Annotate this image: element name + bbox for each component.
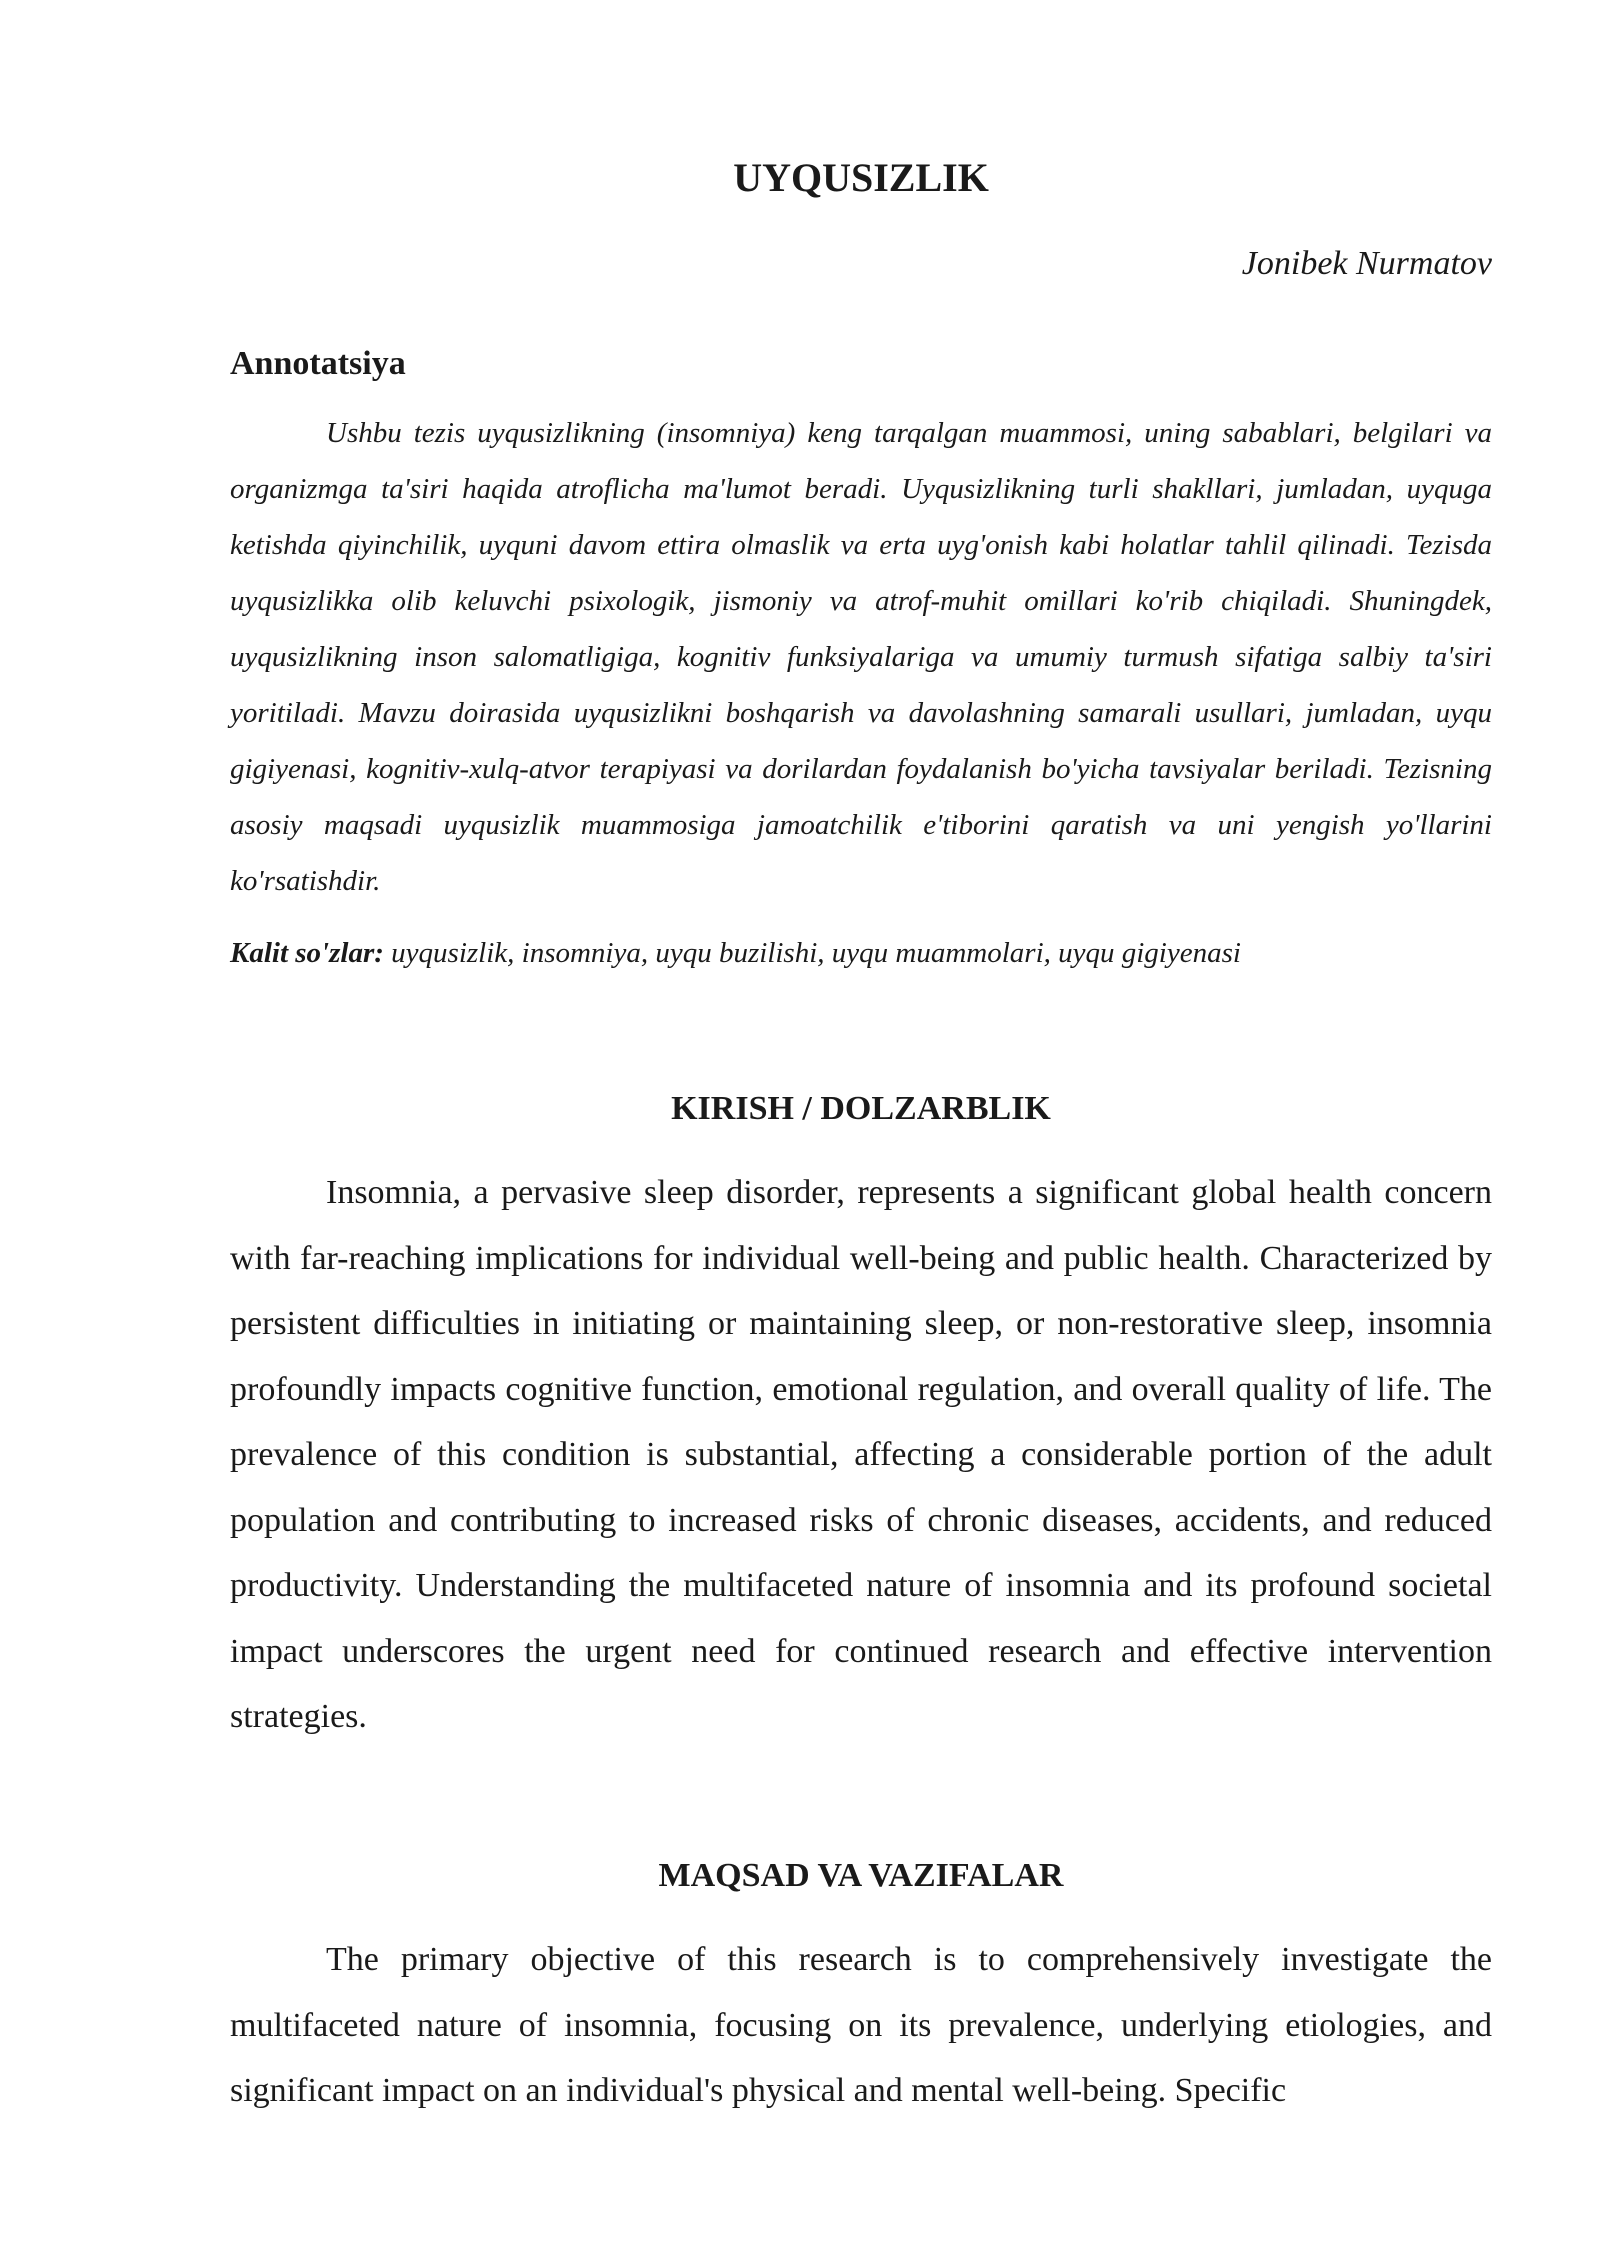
author-name: Jonibek Nurmatov	[1241, 245, 1492, 282]
section-heading-goals: MAQSAD VA VAZIFALAR	[658, 1857, 1064, 1894]
section-text-intro: Insomnia, a pervasive sleep disorder, represents a significant global health concern with far-reaching implications for individual well-being and public health. Characterized by persistent difficulties in initiating or maintaining sleep, or non-restorative sleep, insomnia profoundly impacts cognitive function, emotional regulation, and overall quality of life. The prevalence of this condition is substantial, affecting a considerable portion of the adult population and contributing to increased risks of chronic diseases, accidents, and reduced productivity. Understanding the multifaceted nature of insomnia and its profound societal impact underscores the urgent need for continued research and effective intervention strategies.	[230, 1174, 1492, 1735]
section-heading-intro: KIRISH / DOLZARBLIK	[671, 1090, 1051, 1127]
annotation-text: Ushbu tezis uyqusizlikning (insomniya) keng tarqalgan muammosi, uning sabablari, belgilari va organizmga ta'siri haqida atroflicha ma'lumot beradi. Uyqusizlikning turli shakllari, jumladan, uyquga ketishda qiyinchilik, uyquni davom ettira olmaslik va erta uyg'onish kabi holatlar tahlil qilinadi. Tezisda uyqusizlikka olib keluvchi psixologik, jismoniy va atrof-muhit omillari ko'rib chiqiladi. Shuningdek, uyqusizlikning inson salomatligiga, kognitiv funksiyalariga va umumiy turmush sifatiga salbiy ta'siri yoritiladi. Mavzu doirasida uyqusizlikni boshqarish va davolashning samarali usullari, jumladan, uyqu gigiyenasi, kognitiv-xulq-atvor terapiyasi va dorilardan foydalanish bo'yicha tavsiyalar beriladi. Tezisning asosiy maqsadi uyqusizlik muammosiga jamoatchilik e'tiborini qaratish va uni yengish yo'llarini ko'rsatishdir.	[230, 417, 1492, 897]
keywords-label: Kalit so'zlar:	[230, 937, 384, 969]
keywords-list: uyqusizlik, insomniya, uyqu buzilishi, uyqu muammolari, uyqu gigiyenasi	[391, 937, 1241, 969]
section-text-goals: The primary objective of this research is to comprehensively investigate the multifaceted nature of insomnia, focusing on its prevalence, underlying etiologies, and significant impact on an individual's physical and mental well-being. Specific	[230, 1941, 1492, 2109]
document-title: UYQUSIZLIK	[733, 155, 989, 200]
keywords-line	[230, 925, 1492, 981]
annotation-heading: Annotatsiya	[230, 345, 406, 382]
